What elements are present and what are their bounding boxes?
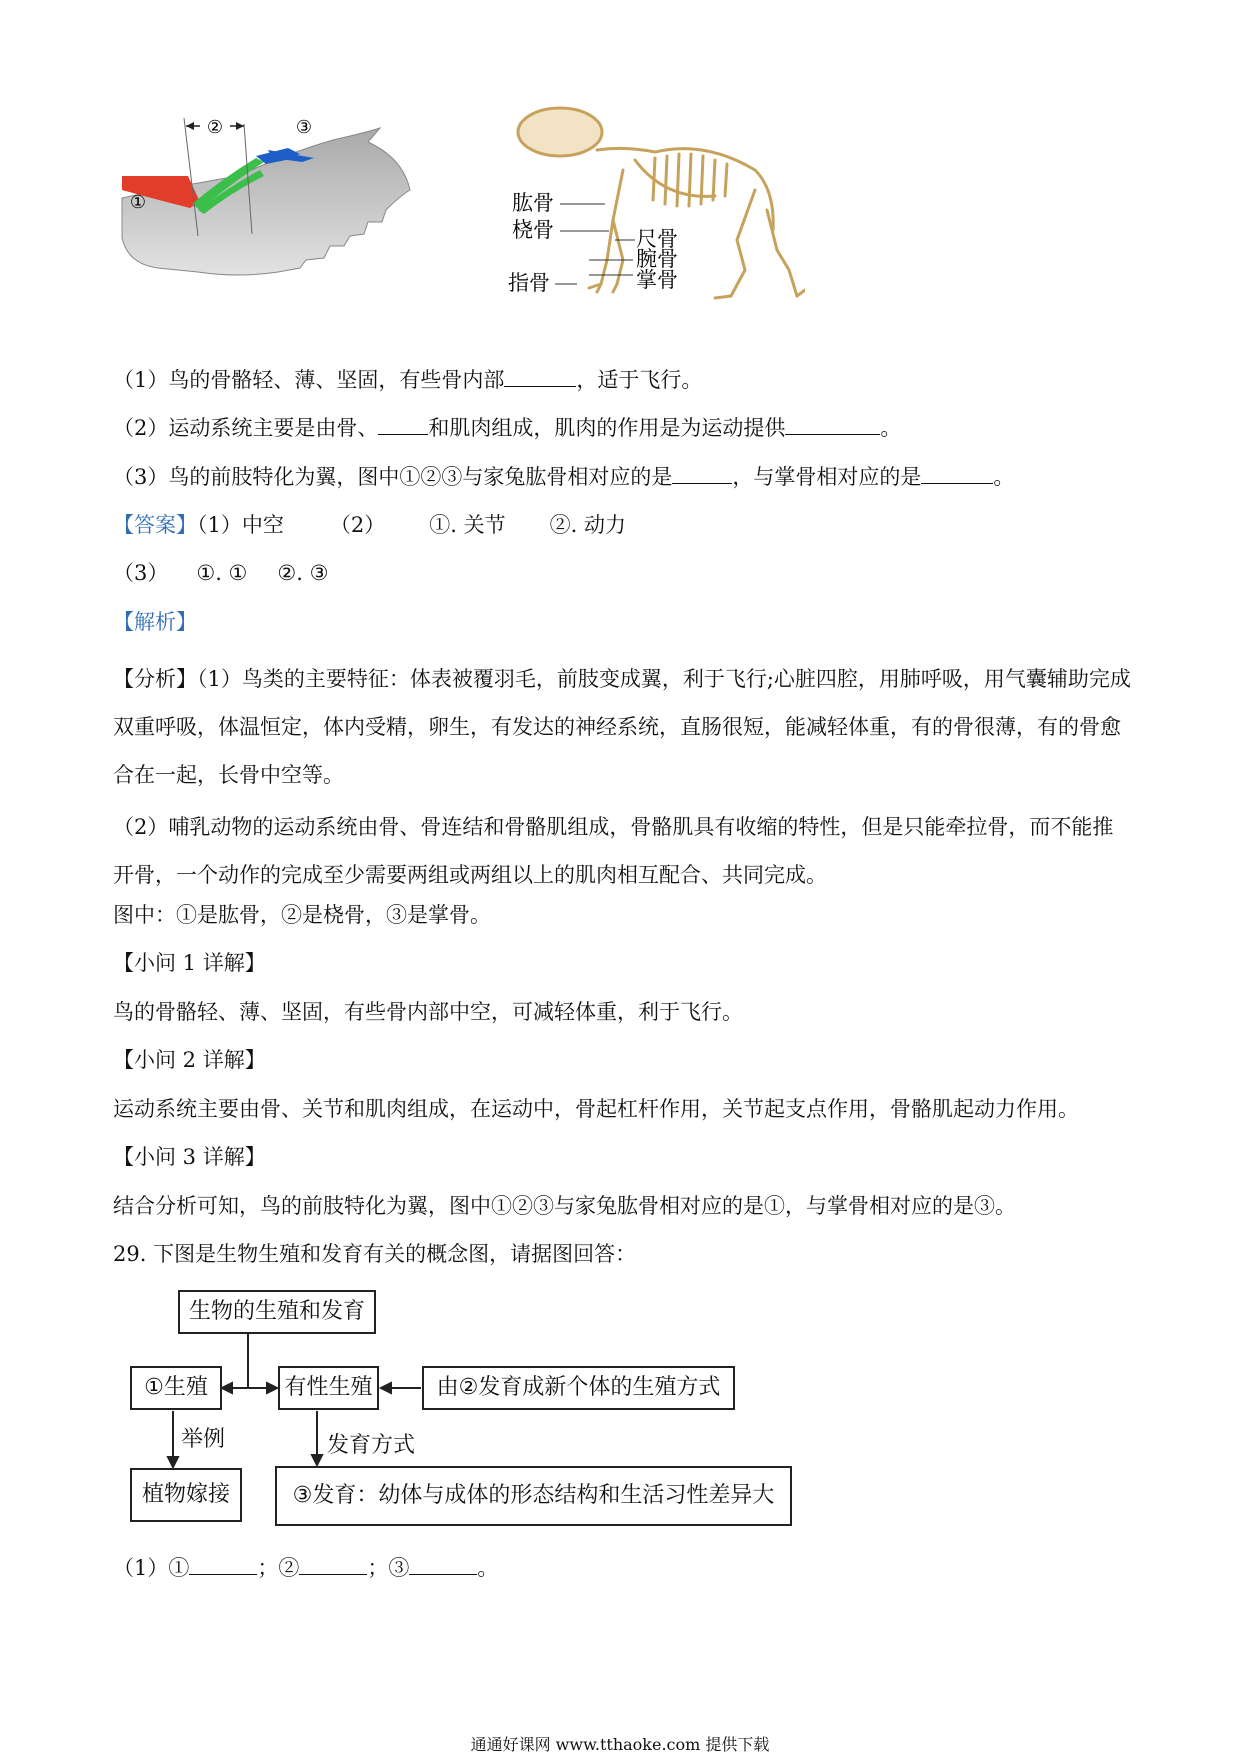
label-phalanges: 指骨: [508, 271, 550, 295]
concept-right-box: 由②发育成新个体的生殖方式: [422, 1366, 735, 1410]
page-footer: 通通好课网 www.tthaoke.com 提供下载: [470, 1735, 770, 1754]
answer-2-part2: ②. 动力: [549, 513, 626, 537]
analysis-sub-tag: 【分析】: [113, 667, 197, 691]
label-radius: 桡骨: [512, 218, 554, 242]
detail-1-title: 【小问 1 详解】: [113, 951, 266, 975]
concept-develop-box: ③发育：幼体与成体的形态结构和生活习性差异大: [275, 1466, 792, 1526]
concept-develop-label: 发育方式: [327, 1433, 416, 1458]
label-metacarpal: 掌骨: [636, 268, 678, 292]
analysis-tag: 【解析】: [113, 610, 197, 634]
q29-q1-text-3: ；③: [367, 1556, 410, 1580]
q28-q1-text-end: ，适于飞行。: [576, 368, 703, 392]
q28-q3-text-mid: ，与掌骨相对应的是: [732, 465, 922, 489]
label-humerus: 肱骨: [512, 191, 554, 215]
detail-2-text: 运动系统主要由骨、关节和肌肉组成，在运动中，骨起杠杆作用，关节起支点作用，骨骼肌起动力作用。: [113, 1097, 1079, 1121]
concept-left-box: ①生殖: [130, 1366, 222, 1410]
answer-2-part1: ①. 关节: [429, 513, 506, 537]
label-carpal: 腕骨: [636, 247, 678, 271]
q29-stem: 29. 下图是生物生殖和发育有关的概念图，请据图回答：: [113, 1242, 637, 1266]
concept-top-box: 生物的生殖和发育: [178, 1290, 376, 1334]
analysis-para-2: （2）哺乳动物的运动系统由骨、骨连结和骨骼肌组成，骨骼肌具有收缩的特性，但是只能牵拉骨，而不能推开骨，一个动作的完成至少需要两组或两组以上的肌肉相互配合、共同完成。: [113, 815, 1114, 887]
q28-q1-text: （1）鸟的骨骼轻、薄、坚固，有些骨内部: [113, 368, 505, 392]
answer-tag: 【答案】: [113, 513, 197, 537]
answer-3-label: （3）: [113, 561, 169, 585]
answer-1: （1）中空: [197, 513, 284, 537]
answer-blank[interactable]: [409, 1554, 477, 1575]
detail-1-text: 鸟的骨骼轻、薄、坚固，有些骨内部中空，可减轻体重，利于飞行。: [113, 1000, 743, 1024]
detail-3-title: 【小问 3 详解】: [113, 1145, 266, 1169]
q29-q1-text-2: ；②: [257, 1556, 300, 1580]
concept-example-label: 举例: [181, 1427, 226, 1452]
label-ulna: 尺骨: [636, 227, 678, 251]
detail-3-text: 结合分析可知，鸟的前肢特化为翼，图中①②③与家兔肱骨相对应的是①，与掌骨相对应的是③。: [113, 1194, 1016, 1218]
q29-question-1: [113, 1553, 498, 1583]
answer-3-part2: ②. ③: [277, 561, 329, 585]
answer-3-part1: ①. ①: [196, 561, 248, 585]
answer-blank[interactable]: [189, 1554, 257, 1575]
wing-label-2: ②: [206, 118, 224, 138]
wing-label-3: ③: [295, 118, 313, 138]
q29-q1-text-end: 。: [477, 1556, 499, 1580]
q28-q3-text: （3）鸟的前肢特化为翼，图中①②③与家兔肱骨相对应的是: [113, 465, 673, 489]
q28-q2-text-mid: 和肌肉组成，肌肉的作用是为运动提供: [428, 416, 786, 440]
concept-example-box: 植物嫁接: [130, 1468, 242, 1522]
concept-middle-box: 有性生殖: [278, 1366, 379, 1410]
answer-2-label: （2）: [329, 513, 386, 537]
analysis-para-3: 图中：①是肱骨，②是桡骨，③是掌骨。: [113, 903, 491, 927]
analysis-text-1: （1）鸟类的主要特征：体表被覆羽毛，前肢变成翼，利于飞行;心脏四腔，用肺呼吸，用气囊辅助完成双重呼吸，体温恒定，体内受精，卵生，有发达的神经系统，直肠很短，能减轻体重，有的骨很薄，有的骨愈合在一起，长骨中空等。: [113, 667, 1131, 787]
q28-q2-text: （2）运动系统主要是由骨、: [113, 416, 379, 440]
answer-blank[interactable]: [299, 1554, 367, 1575]
q28-q3-text-end: 。: [993, 465, 1015, 489]
q28-q2-text-end: 。: [880, 416, 902, 440]
q29-q1-text: （1）①: [113, 1556, 190, 1580]
wing-label-1: ①: [129, 192, 147, 213]
detail-2-title: 【小问 2 详解】: [113, 1048, 266, 1072]
